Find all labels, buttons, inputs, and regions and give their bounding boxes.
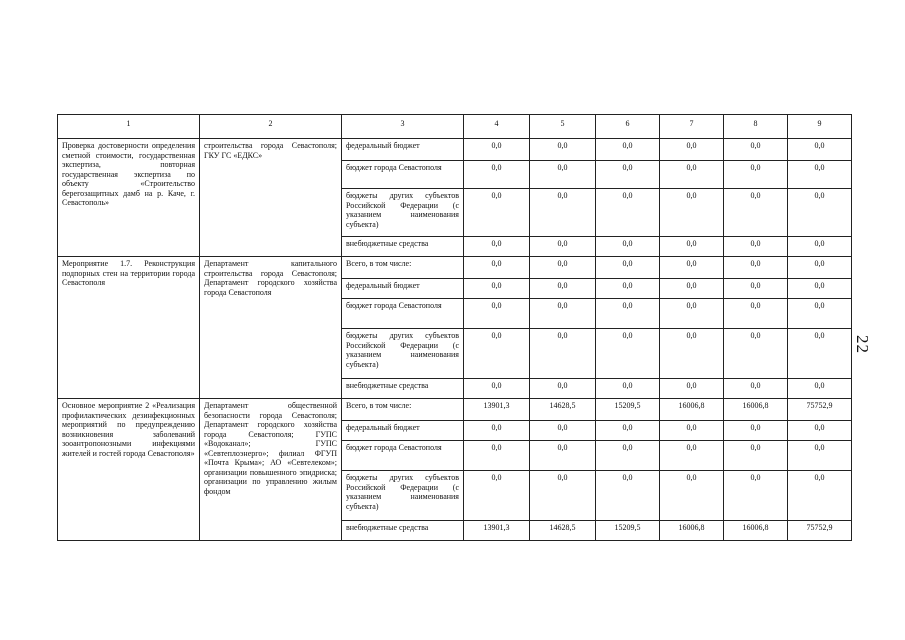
funding-source-cell: бюджет города Севастополя bbox=[342, 161, 464, 189]
value-cell: 0,0 bbox=[724, 189, 788, 237]
value-cell: 13901,3 bbox=[464, 399, 530, 421]
value-cell: 0,0 bbox=[596, 279, 660, 299]
value-cell: 16006,8 bbox=[724, 399, 788, 421]
value-cell: 0,0 bbox=[596, 471, 660, 521]
value-cell: 0,0 bbox=[660, 237, 724, 257]
value-cell: 15209,5 bbox=[596, 521, 660, 541]
value-cell: 0,0 bbox=[596, 299, 660, 329]
funding-source-cell: внебюджетные средства bbox=[342, 237, 464, 257]
page-number: 22 bbox=[853, 335, 872, 354]
value-cell: 14628,5 bbox=[530, 521, 596, 541]
value-cell: 0,0 bbox=[788, 299, 852, 329]
value-cell: 0,0 bbox=[596, 441, 660, 471]
value-cell: 0,0 bbox=[724, 379, 788, 399]
value-cell: 0,0 bbox=[660, 299, 724, 329]
value-cell: 0,0 bbox=[530, 139, 596, 161]
value-cell: 0,0 bbox=[464, 139, 530, 161]
value-cell: 0,0 bbox=[464, 279, 530, 299]
measure-cell: Проверка достоверности определения сметной стоимости, государственная экспертиза, повторная государственная экспертиза по объекту «Строительство берегозащитных дамб на р. Каче, г. Севастополь» bbox=[58, 139, 200, 257]
funding-source-cell: бюджеты других субъектов Российской Федерации (с указанием наименования субъекта) bbox=[342, 329, 464, 379]
value-cell: 0,0 bbox=[530, 161, 596, 189]
value-cell: 0,0 bbox=[596, 257, 660, 279]
value-cell: 0,0 bbox=[724, 299, 788, 329]
value-cell: 0,0 bbox=[530, 329, 596, 379]
value-cell: 0,0 bbox=[788, 161, 852, 189]
value-cell: 0,0 bbox=[788, 471, 852, 521]
header-row bbox=[58, 115, 852, 139]
col-header: 8 bbox=[724, 115, 788, 139]
value-cell: 0,0 bbox=[530, 237, 596, 257]
value-cell: 0,0 bbox=[596, 379, 660, 399]
funding-source-cell: федеральный бюджет bbox=[342, 139, 464, 161]
funding-source-cell: внебюджетные средства bbox=[342, 379, 464, 399]
value-cell: 13901,3 bbox=[464, 521, 530, 541]
executor-cell: строительства города Севастополя; ГКУ ГС «ЕДКС» bbox=[200, 139, 342, 257]
table-row bbox=[58, 257, 852, 279]
measure-cell: Мероприятие 1.7. Реконструкция подпорных стен на территории города Севастополя bbox=[58, 257, 200, 399]
funding-source-cell: бюджет города Севастополя bbox=[342, 441, 464, 471]
funding-source-cell: бюджеты других субъектов Российской Федерации (с указанием наименования субъекта) bbox=[342, 471, 464, 521]
funding-source-cell: федеральный бюджет bbox=[342, 279, 464, 299]
value-cell: 0,0 bbox=[530, 379, 596, 399]
value-cell: 0,0 bbox=[660, 441, 724, 471]
funding-source-cell: Всего, в том числе: bbox=[342, 399, 464, 421]
value-cell: 16006,8 bbox=[724, 521, 788, 541]
value-cell: 75752,9 bbox=[788, 521, 852, 541]
value-cell: 0,0 bbox=[530, 441, 596, 471]
value-cell: 0,0 bbox=[788, 441, 852, 471]
value-cell: 0,0 bbox=[724, 257, 788, 279]
value-cell: 0,0 bbox=[530, 299, 596, 329]
value-cell: 16006,8 bbox=[660, 521, 724, 541]
value-cell: 0,0 bbox=[530, 279, 596, 299]
value-cell: 0,0 bbox=[724, 329, 788, 379]
value-cell: 16006,8 bbox=[660, 399, 724, 421]
value-cell: 0,0 bbox=[660, 189, 724, 237]
value-cell: 0,0 bbox=[596, 237, 660, 257]
col-header: 7 bbox=[660, 115, 724, 139]
value-cell: 0,0 bbox=[660, 471, 724, 521]
value-cell: 0,0 bbox=[788, 421, 852, 441]
col-header: 9 bbox=[788, 115, 852, 139]
value-cell: 0,0 bbox=[464, 471, 530, 521]
value-cell: 0,0 bbox=[660, 161, 724, 189]
value-cell: 0,0 bbox=[464, 379, 530, 399]
col-header: 6 bbox=[596, 115, 660, 139]
value-cell: 0,0 bbox=[660, 421, 724, 441]
value-cell: 0,0 bbox=[596, 189, 660, 237]
budget-table bbox=[57, 114, 852, 541]
value-cell: 0,0 bbox=[464, 257, 530, 279]
value-cell: 15209,5 bbox=[596, 399, 660, 421]
funding-source-cell: бюджеты других субъектов Российской Федерации (с указанием наименования субъекта) bbox=[342, 189, 464, 237]
table-row bbox=[58, 139, 852, 161]
value-cell: 0,0 bbox=[788, 139, 852, 161]
value-cell: 0,0 bbox=[724, 421, 788, 441]
value-cell: 0,0 bbox=[788, 237, 852, 257]
col-header: 5 bbox=[530, 115, 596, 139]
value-cell: 0,0 bbox=[464, 189, 530, 237]
col-header: 1 bbox=[58, 115, 200, 139]
value-cell: 0,0 bbox=[724, 139, 788, 161]
funding-source-cell: Всего, в том числе: bbox=[342, 257, 464, 279]
measure-cell: Основное мероприятие 2 «Реализация профилактических дезинфекционных мероприятий по предупреждению возникновения заболеваний зооантропонозными инфекциями жителей и гостей города Севастополя» bbox=[58, 399, 200, 541]
value-cell: 0,0 bbox=[596, 161, 660, 189]
col-header: 2 bbox=[200, 115, 342, 139]
table-row bbox=[58, 399, 852, 421]
value-cell: 0,0 bbox=[464, 237, 530, 257]
funding-source-cell: федеральный бюджет bbox=[342, 421, 464, 441]
value-cell: 14628,5 bbox=[530, 399, 596, 421]
col-header: 3 bbox=[342, 115, 464, 139]
value-cell: 0,0 bbox=[788, 189, 852, 237]
value-cell: 0,0 bbox=[788, 279, 852, 299]
executor-cell: Департамент общественной безопасности города Севастополя; Департамент городского хозяйства города Севастополя; ГУПС «Водоканал»; ГУПС «Севтеплоэнерго»; филиал ФГУП «Почта Крыма»; АО «Севтелеком»; организации повышенного эпидриска; организации по управлению жилым фондом bbox=[200, 399, 342, 541]
value-cell: 0,0 bbox=[596, 139, 660, 161]
value-cell: 0,0 bbox=[724, 279, 788, 299]
value-cell: 0,0 bbox=[660, 379, 724, 399]
value-cell: 0,0 bbox=[530, 471, 596, 521]
value-cell: 0,0 bbox=[724, 471, 788, 521]
value-cell: 75752,9 bbox=[788, 399, 852, 421]
funding-source-cell: бюджет города Севастополя bbox=[342, 299, 464, 329]
value-cell: 0,0 bbox=[596, 421, 660, 441]
value-cell: 0,0 bbox=[660, 279, 724, 299]
funding-source-cell: внебюджетные средства bbox=[342, 521, 464, 541]
value-cell: 0,0 bbox=[788, 257, 852, 279]
value-cell: 0,0 bbox=[464, 441, 530, 471]
value-cell: 0,0 bbox=[724, 441, 788, 471]
value-cell: 0,0 bbox=[788, 329, 852, 379]
executor-cell: Департамент капитального строительства города Севастополя; Департамент городского хозяйства города Севастополя bbox=[200, 257, 342, 399]
value-cell: 0,0 bbox=[596, 329, 660, 379]
value-cell: 0,0 bbox=[530, 189, 596, 237]
value-cell: 0,0 bbox=[660, 329, 724, 379]
value-cell: 0,0 bbox=[464, 329, 530, 379]
value-cell: 0,0 bbox=[464, 161, 530, 189]
value-cell: 0,0 bbox=[464, 299, 530, 329]
value-cell: 0,0 bbox=[660, 257, 724, 279]
value-cell: 0,0 bbox=[724, 237, 788, 257]
value-cell: 0,0 bbox=[464, 421, 530, 441]
value-cell: 0,0 bbox=[788, 379, 852, 399]
col-header: 4 bbox=[464, 115, 530, 139]
value-cell: 0,0 bbox=[724, 161, 788, 189]
value-cell: 0,0 bbox=[660, 139, 724, 161]
value-cell: 0,0 bbox=[530, 257, 596, 279]
value-cell: 0,0 bbox=[530, 421, 596, 441]
